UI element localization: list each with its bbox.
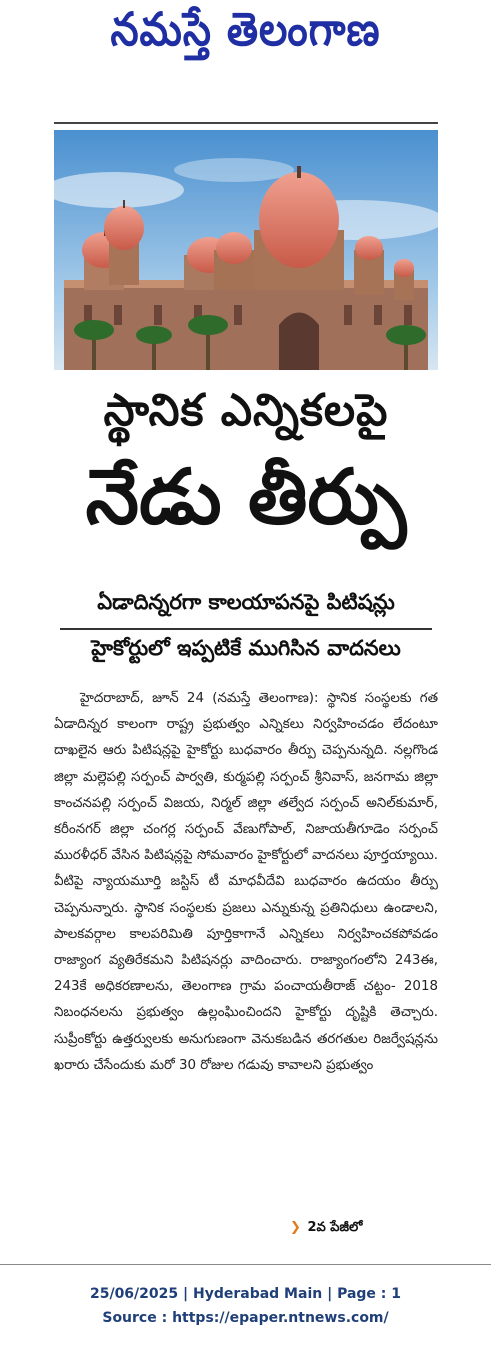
- footer-edition-info: 25/06/2025 | Hyderabad Main | Page : 1: [89, 1286, 402, 1302]
- footer-rule: [0, 1264, 491, 1265]
- footer-source: Source : https://epaper.ntnews.com/: [102, 1310, 389, 1326]
- chevron-right-icon: ❯: [290, 1220, 301, 1235]
- headline-line-1: స్థానిక ఎన్నికలపై: [103, 385, 389, 436]
- continuation-label: 2వ పేజీలో: [307, 1220, 363, 1235]
- top-rule: [54, 122, 438, 124]
- masthead: [0, 0, 491, 78]
- newspaper-title: నమస్తే తెలంగాణ: [110, 3, 381, 57]
- subheading-rule: [60, 628, 432, 630]
- court-photo-illustration: [54, 130, 438, 370]
- article-body: [54, 686, 438, 1244]
- subheading-second: హైకోర్టులో ఇప్పటికే ముగిసిన వాదనలు: [91, 636, 401, 660]
- article-paragraph: హైదరాబాద్, జూన్ 24 (నమస్తే తెలంగాణ): స్థానిక సంస్థలకు గత ఏడాదిన్నర కాలంగా రాష్ట్ర ప్రభుత్వం ఎన్నికలు నిర్వహించడం లేదంటూ దాఖలైన ఆరు పిటిషన్లపై హైకోర్టు బుధవారం తీర్పు చెప్పనున్నది. నల్లగొండ జిల్లా మల్లెపల్లి సర్పంచ్ పార్వతి, కుర్మపల్లి సర్పంచ్ శ్రీనివాస్, జనగామ జిల్లా కాంచనపల్లి సర్పంచ్ విజయ, నిర్మల్ జిల్లా తల్వేద సర్పంచ్ అనిల్‌కుమార్, కరీంనగర్ జిల్లా చంగర్ల సర్పంచ్ వేణుగోపాల్, నిజాయతీగూడెం సర్పంచ్ మురళీధర్ వేసిన పిటిషన్లపై సోమవారం హైకోర్టులో వాదనలు పూర్తయ్యాయి. వీటిపై న్యాయమూర్తి జస్టిస్ టీ మాధవీదేవి బుధవారం ఉదయం తీర్పు చెప్పనున్నారు. స్థానిక సంస్థలకు ప్రజలు ఎన్నుకున్న ప్రతినిధులు ఉండాలని, పాలకవర్గాల కాలపరిమితి పూర్తికాగానే ఎన్నికలు నిర్వహించకపోవడం రాజ్యాంగ వ్యతిరేకమని పిటిషనర్లు వాదించారు. రాజ్యాంగంలోని 243ఈ, 243కే అధికరణాలను, తెలంగాణ గ్రామ పంచాయతీరాజ్ చట్టం- 2018 నిబంధనలను ప్రభుత్వం ఉల్లంఘించిందని హైకోర్టు దృష్టికి తెచ్చారు. సుప్రీంకోర్టు ఉత్తర్వులకు అనుగుణంగా వెనుకబడిన తరగతుల రిజర్వేషన్లను ఖరారు చేసేందుకు మరో 30 రోజుల గడువు కావాలని ప్రభుత్వం: [54, 691, 438, 1073]
- high-court-building-photo: [54, 130, 438, 370]
- headline-line-2: నేడు తీర్పు: [85, 452, 407, 541]
- subheading-first: ఏడాదిన్నరగా కాలయాపనపై పిటిషన్లు: [97, 590, 395, 614]
- continuation-link[interactable]: [290, 1220, 362, 1238]
